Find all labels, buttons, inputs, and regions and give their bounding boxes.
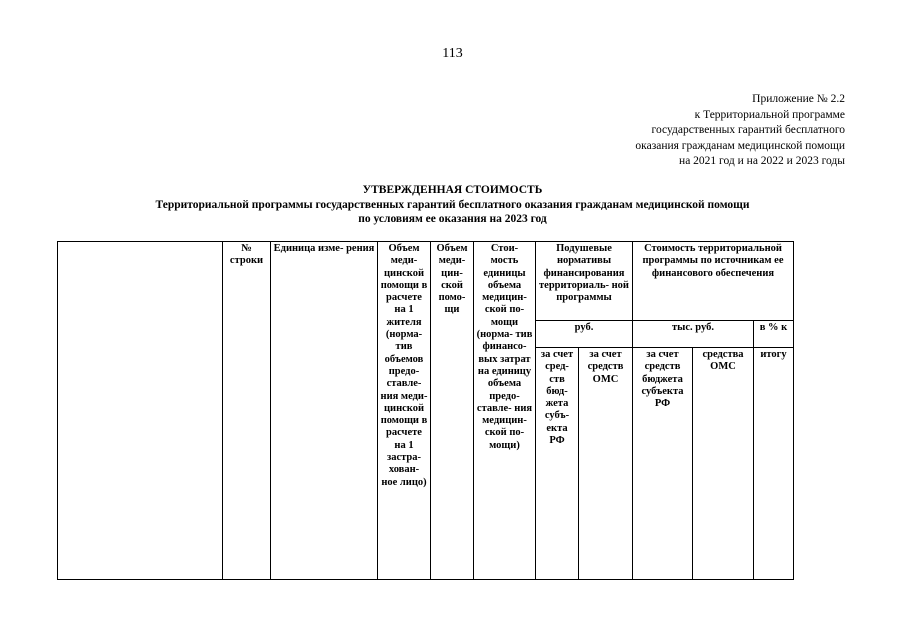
header-thous-rub: тыс. руб. [633, 321, 754, 348]
appendix-line: оказания гражданам медицинской помощи [635, 139, 845, 152]
header-volume-per-resident: Объем меди- цинской помощи в расчете на 1 жителя (норма- тив объемов предо- ставле- ния меди- цинской помощи в расчете на 1 застра- хован- ное лицо) [378, 242, 431, 580]
header-empty-cell [58, 242, 223, 580]
header-budget-rf-thous: за счет средств бюджета субъекта РФ [633, 348, 693, 580]
header-volume: Объем меди- цин- ской помо- щи [431, 242, 474, 580]
document-title [0, 183, 905, 227]
header-per-capita: Подушевые нормативы финансирования территориаль- ной программы [536, 242, 633, 321]
title-line-2: Территориальной программы государственных гарантий бесплатного оказания гражданам медицинской помощи [155, 198, 750, 211]
title-line-1: УТВЕРЖДЕННАЯ СТОИМОСТЬ [362, 184, 543, 196]
header-program-cost: Стоимость территориальной программы по источникам ее финансового обеспечения [633, 242, 794, 321]
appendix-line: государственных гарантий бесплатного [651, 124, 845, 136]
header-unit-cost: Стои- мость единицы объема медицин- ской по- мощи (норма- тив финансо- вых затрат на единицу объема предо- ставле- ния медицин- ской по- мощи) [474, 242, 536, 580]
header-budget-rf: за счет сред- ств бюд- жета субъ- екта РФ [536, 348, 579, 580]
header-percent: в % к [754, 321, 794, 348]
header-row-number: № строки [223, 242, 271, 580]
appendix-line: на 2021 год и на 2022 и 2023 годы [679, 155, 845, 167]
header-rub: руб. [536, 321, 633, 348]
appendix-note [635, 92, 845, 170]
header-oms-funds: за счет средств ОМС [579, 348, 633, 580]
appendix-line: к Территориальной программе [694, 108, 845, 121]
cost-table [57, 241, 794, 580]
page-number: 113 [442, 46, 463, 61]
header-total: итогу [754, 348, 794, 580]
header-oms-thous: средства ОМС [693, 348, 754, 580]
appendix-line: Приложение № 2.2 [752, 93, 845, 105]
title-line-3: по условиям ее оказания на 2023 год [358, 213, 547, 225]
header-unit: Единица изме- рения [271, 242, 378, 580]
